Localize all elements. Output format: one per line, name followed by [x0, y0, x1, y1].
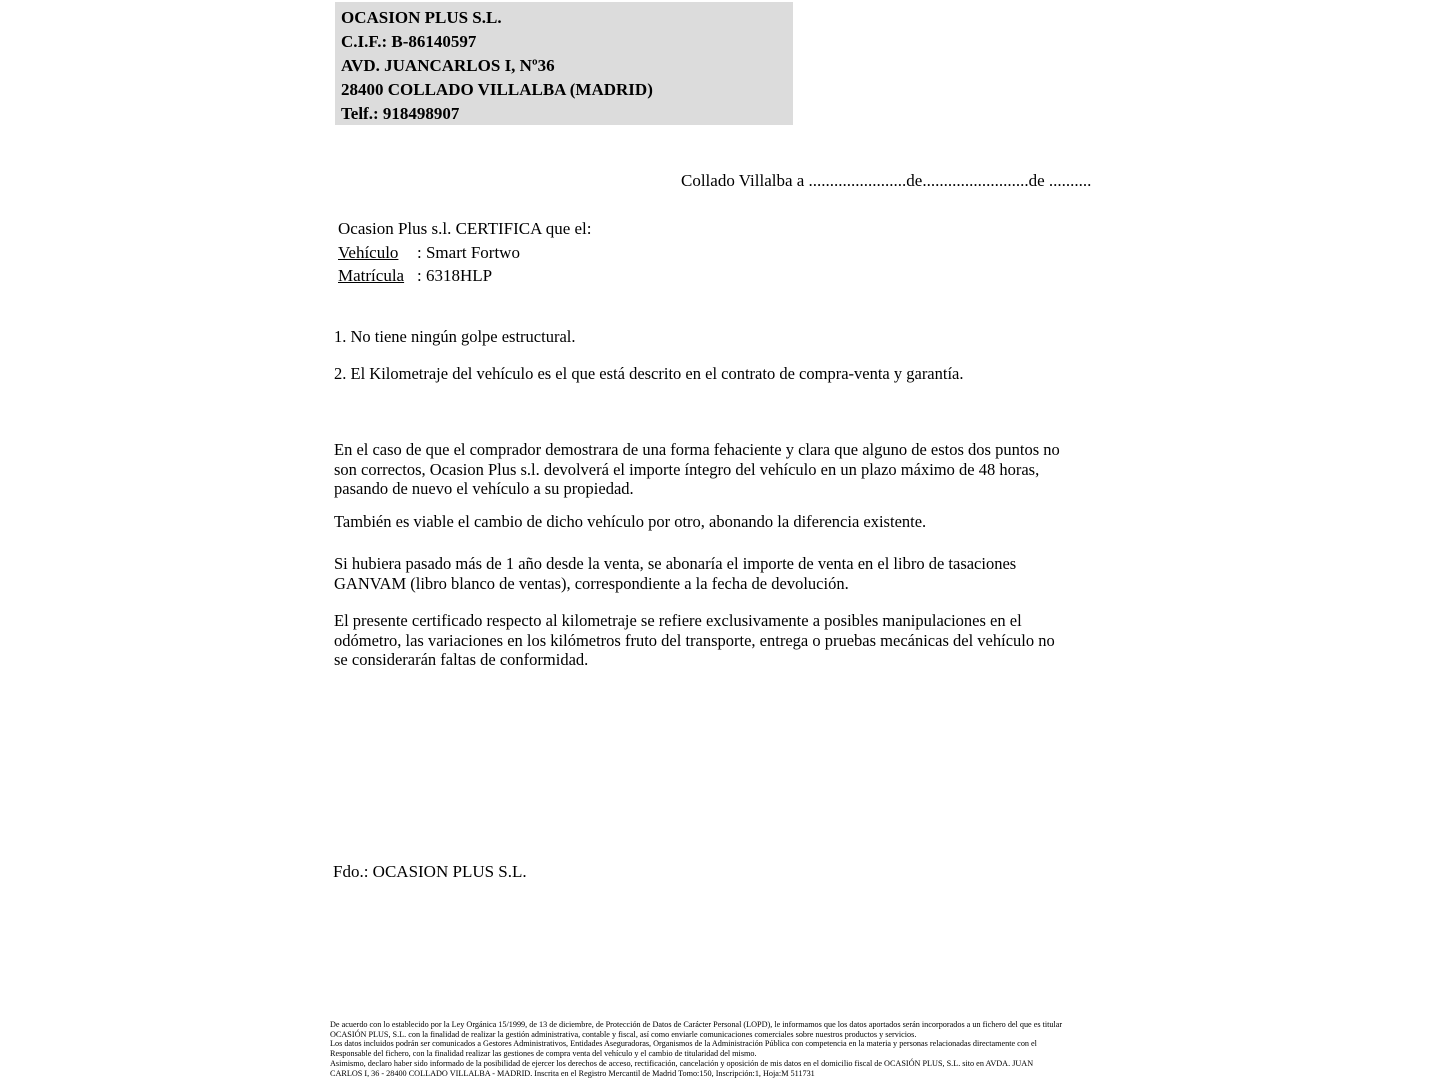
legal-footer-line: Asimismo, declaro haber sido informado de la posibilidad de ejercer los derechos de acceso, rectificación, cancelación y oposición de mis datos en el domicilio fiscal de OCASIÓN PLUS, S.L. sito en AVDA. JUAN: [330, 1058, 1034, 1068]
point-text: 1. No tiene ningún golpe estructural.: [334, 327, 576, 346]
paragraph-line: pasando de nuevo el vehículo a su propiedad.: [334, 479, 634, 498]
paragraph-line: GANVAM (libro blanco de ventas), correspondiente a la fecha de devolución.: [334, 573, 849, 593]
paragraph-refund-terms: [334, 440, 1060, 499]
company-cif: C.I.F.: B-86140597: [341, 32, 477, 51]
paragraph-line: odómetro, las variaciones en los kilómetros fruto del transporte, entrega o pruebas mecánicas del vehículo no: [334, 630, 1055, 650]
date-fill-in-line: Collado Villalba a .......................de.........................de ..........: [681, 171, 1092, 190]
legal-footer-line: De acuerdo con lo establecido por la Ley Orgánica 15/1999, de 13 de diciembre, de Protección de Datos de Carácter Personal (LOPD), le informamos que los datos aportados serán incorporados a un fichero del que es titular: [330, 1020, 1063, 1029]
paragraph-line: El presente certificado respecto al kilometraje se refiere exclusivamente a posibles manipulaciones en el: [334, 611, 1022, 630]
company-name: OCASION PLUS S.L.: [341, 8, 502, 27]
legal-footer-line: Responsable del fichero, con la finalidad realizar las gestiones de compra venta del vehículo y el cambio de titularidad del mismo.: [330, 1049, 757, 1059]
paragraph-exchange-option: [334, 512, 926, 532]
legal-footer: [330, 1020, 1062, 1078]
legal-footer-line: CARLOS I, 36 - 28400 COLLADO VILLALBA - MADRID. Inscrita en el Registro Mercantil de Madrid Tomo:150, Inscripción:1, Hoja:M 511731: [330, 1068, 815, 1078]
certification-block: [338, 217, 592, 288]
paragraph-odometer-disclaimer: [334, 611, 1055, 670]
company-address: AVD. JUANCARLOS I, Nº36: [341, 56, 555, 75]
point-text: 2. El Kilometraje del vehículo es el que está descrito en el contrato de compra-venta y garantía.: [334, 364, 964, 383]
certification-point-2: [334, 364, 964, 384]
certify-intro: Ocasion Plus s.l. CERTIFICA que el:: [338, 219, 592, 238]
company-phone: Telf.: 918498907: [341, 104, 460, 123]
paragraph-ganvam-valuation: [334, 554, 1016, 593]
vehicle-row: [338, 241, 592, 265]
vehicle-label: Vehículo: [338, 242, 399, 262]
company-header-box: [335, 2, 793, 125]
paragraph-line: Si hubiera pasado más de 1 año desde la venta, se abonaría el importe de venta en el libro de tasaciones: [334, 554, 1017, 573]
signature-line: Fdo.: OCASION PLUS S.L.: [333, 862, 527, 881]
plate-row: [338, 264, 592, 288]
plate-value: : 6318HLP: [417, 266, 493, 285]
legal-footer-line: OCASIÓN PLUS, S.L. con la finalidad de realizar la gestión administrativa, contable y fiscal, así como enviarle comunicaciones comerciales sobre nuestros productos y servicios.: [330, 1029, 917, 1039]
company-city: 28400 COLLADO VILLALBA (MADRID): [341, 80, 653, 99]
paragraph-line: se considerarán faltas de conformidad.: [334, 650, 589, 669]
paragraph-line: También es viable el cambio de dicho vehículo por otro, abonando la diferencia existente.: [334, 512, 927, 531]
paragraph-line: En el caso de que el comprador demostrara de una forma fehaciente y clara que alguno de estos dos puntos no: [334, 440, 1060, 459]
plate-label: Matrícula: [338, 266, 405, 285]
paragraph-line: son correctos, Ocasion Plus s.l. devolverá el importe íntegro del vehículo en un plazo máximo de 48 horas,: [334, 459, 1040, 479]
vehicle-value: : Smart Fortwo: [417, 242, 520, 262]
legal-footer-line: Los datos incluidos podrán ser comunicados a Gestores Administrativos, Entidades Aseguradoras, Organismos de la Administración Pública con competencia en la materia y personas relacionadas directamente con el: [330, 1039, 1037, 1049]
certification-point-1: [334, 327, 575, 347]
